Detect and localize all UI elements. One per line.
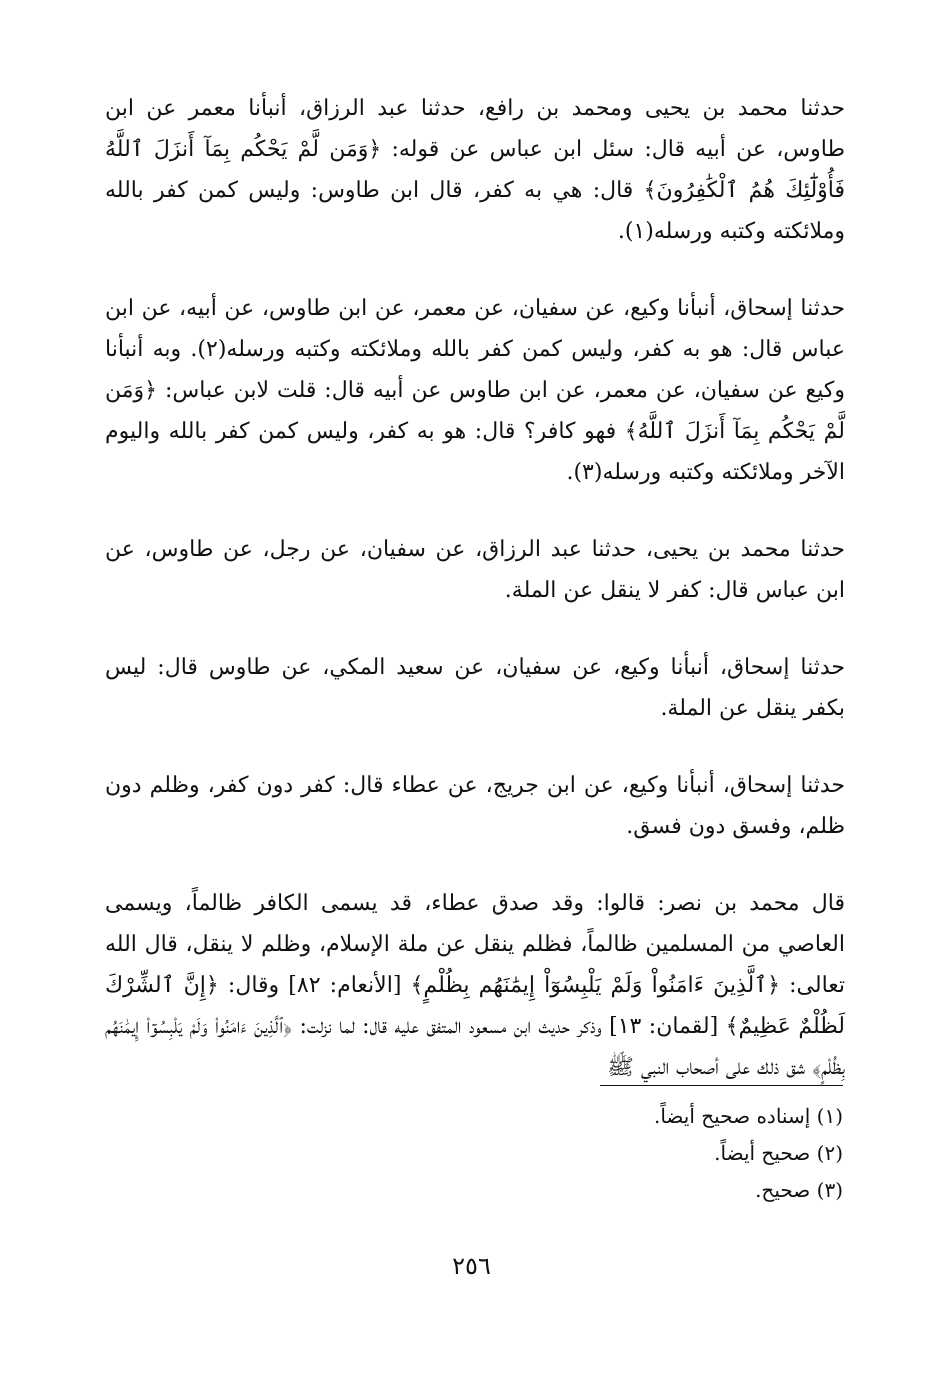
paragraph-5: حدثنا إسحاق، أنبأنا وكيع، عن ابن جريج، عن عطاء قال: كفر دون كفر، وظلم دون ظلم، وفسق دون فسق. — [105, 773, 845, 839]
page-number: ٢٥٦ — [452, 1252, 491, 1280]
footnote-3: (٣) صحيح. — [755, 1178, 843, 1202]
paragraph-6: قال محمد بن نصر: قالوا: وقد صدق عطاء، قد يسمى الكافر ظالماً، ويسمى العاصي من المسلمين ظالماً، فظلم ينقل عن ملة الإسلام، وظلم لا ينقل، قال الله تعالى: ﴿ٱلَّذِينَ ءَامَنُواْ وَلَمْ يَلْبِسُوٓاْ إِيمَٰنَهُم بِظُلْمٍ﴾ [الأنعام: ٨٢] وقال: ﴿إِنَّ ٱلشِّرْكَ لَظُلْمٌ عَظِيمٌ﴾ [لقمان: ١٣] وذكر حديث ابن مسعود المتفق عليه قال: لما نزلت: ﴿ٱلَّذِينَ ءَامَنُواْ وَلَمْ يَلْبِسُوٓاْ إِيمَٰنَهُم بِظُلْمٍ﴾ شق ذلك على أصحاب النبي ﷺ — [105, 891, 846, 1080]
footnote-separator — [600, 1085, 843, 1086]
footnote-2: (٢) صحيح أيضاً. — [714, 1141, 843, 1165]
footnotes — [500, 1098, 843, 1209]
paragraph-2: حدثنا إسحاق، أنبأنا وكيع، عن سفيان، عن معمر، عن ابن طاوس، عن أبيه، عن ابن عباس قال: هو به كفر، وليس كمن كفر بالله وملائكته وكتبه ورسله(٢). وبه أنبأنا وكيع عن سفيان، عن معمر، عن ابن طاوس عن أبيه قال: قلت لابن عباس: ﴿وَمَن لَّمْ يَحْكُم بِمَآ أَنزَلَ ٱللَّهُ﴾ فهو كافر؟ قال: هو به كفر، وليس كمن كفر بالله واليوم الآخر وملائكته وكتبه ورسله(٣). — [105, 296, 845, 485]
footnote-1: (١) إسناده صحيح أيضاً. — [653, 1104, 843, 1128]
paragraph-3: حدثنا محمد بن يحيى، حدثنا عبد الرزاق، عن سفيان، عن رجل، عن طاوس، عن ابن عباس قال: كفر لا ينقل عن الملة. — [105, 537, 845, 603]
paragraph-4: حدثنا إسحاق، أنبأنا وكيع، عن سفيان، عن سعيد المكي، عن طاوس قال: ليس بكفر ينقل عن الملة. — [105, 655, 845, 721]
main-text — [105, 88, 845, 1088]
paragraph-1: حدثنا محمد بن يحيى ومحمد بن رافع، حدثنا عبد الرزاق، أنبأنا معمر عن ابن طاوس، عن أبيه قال: سئل ابن عباس عن قوله: ﴿وَمَن لَّمْ يَحْكُم بِمَآ أَنزَلَ ٱللَّهُ فَأُوْلَٰٓئِكَ هُمُ ٱلْكَٰفِرُونَ﴾ قال: هي به كفر، قال ابن طاوس: وليس كمن كفر بالله وملائكته وكتبه ورسله(١). — [105, 96, 845, 244]
